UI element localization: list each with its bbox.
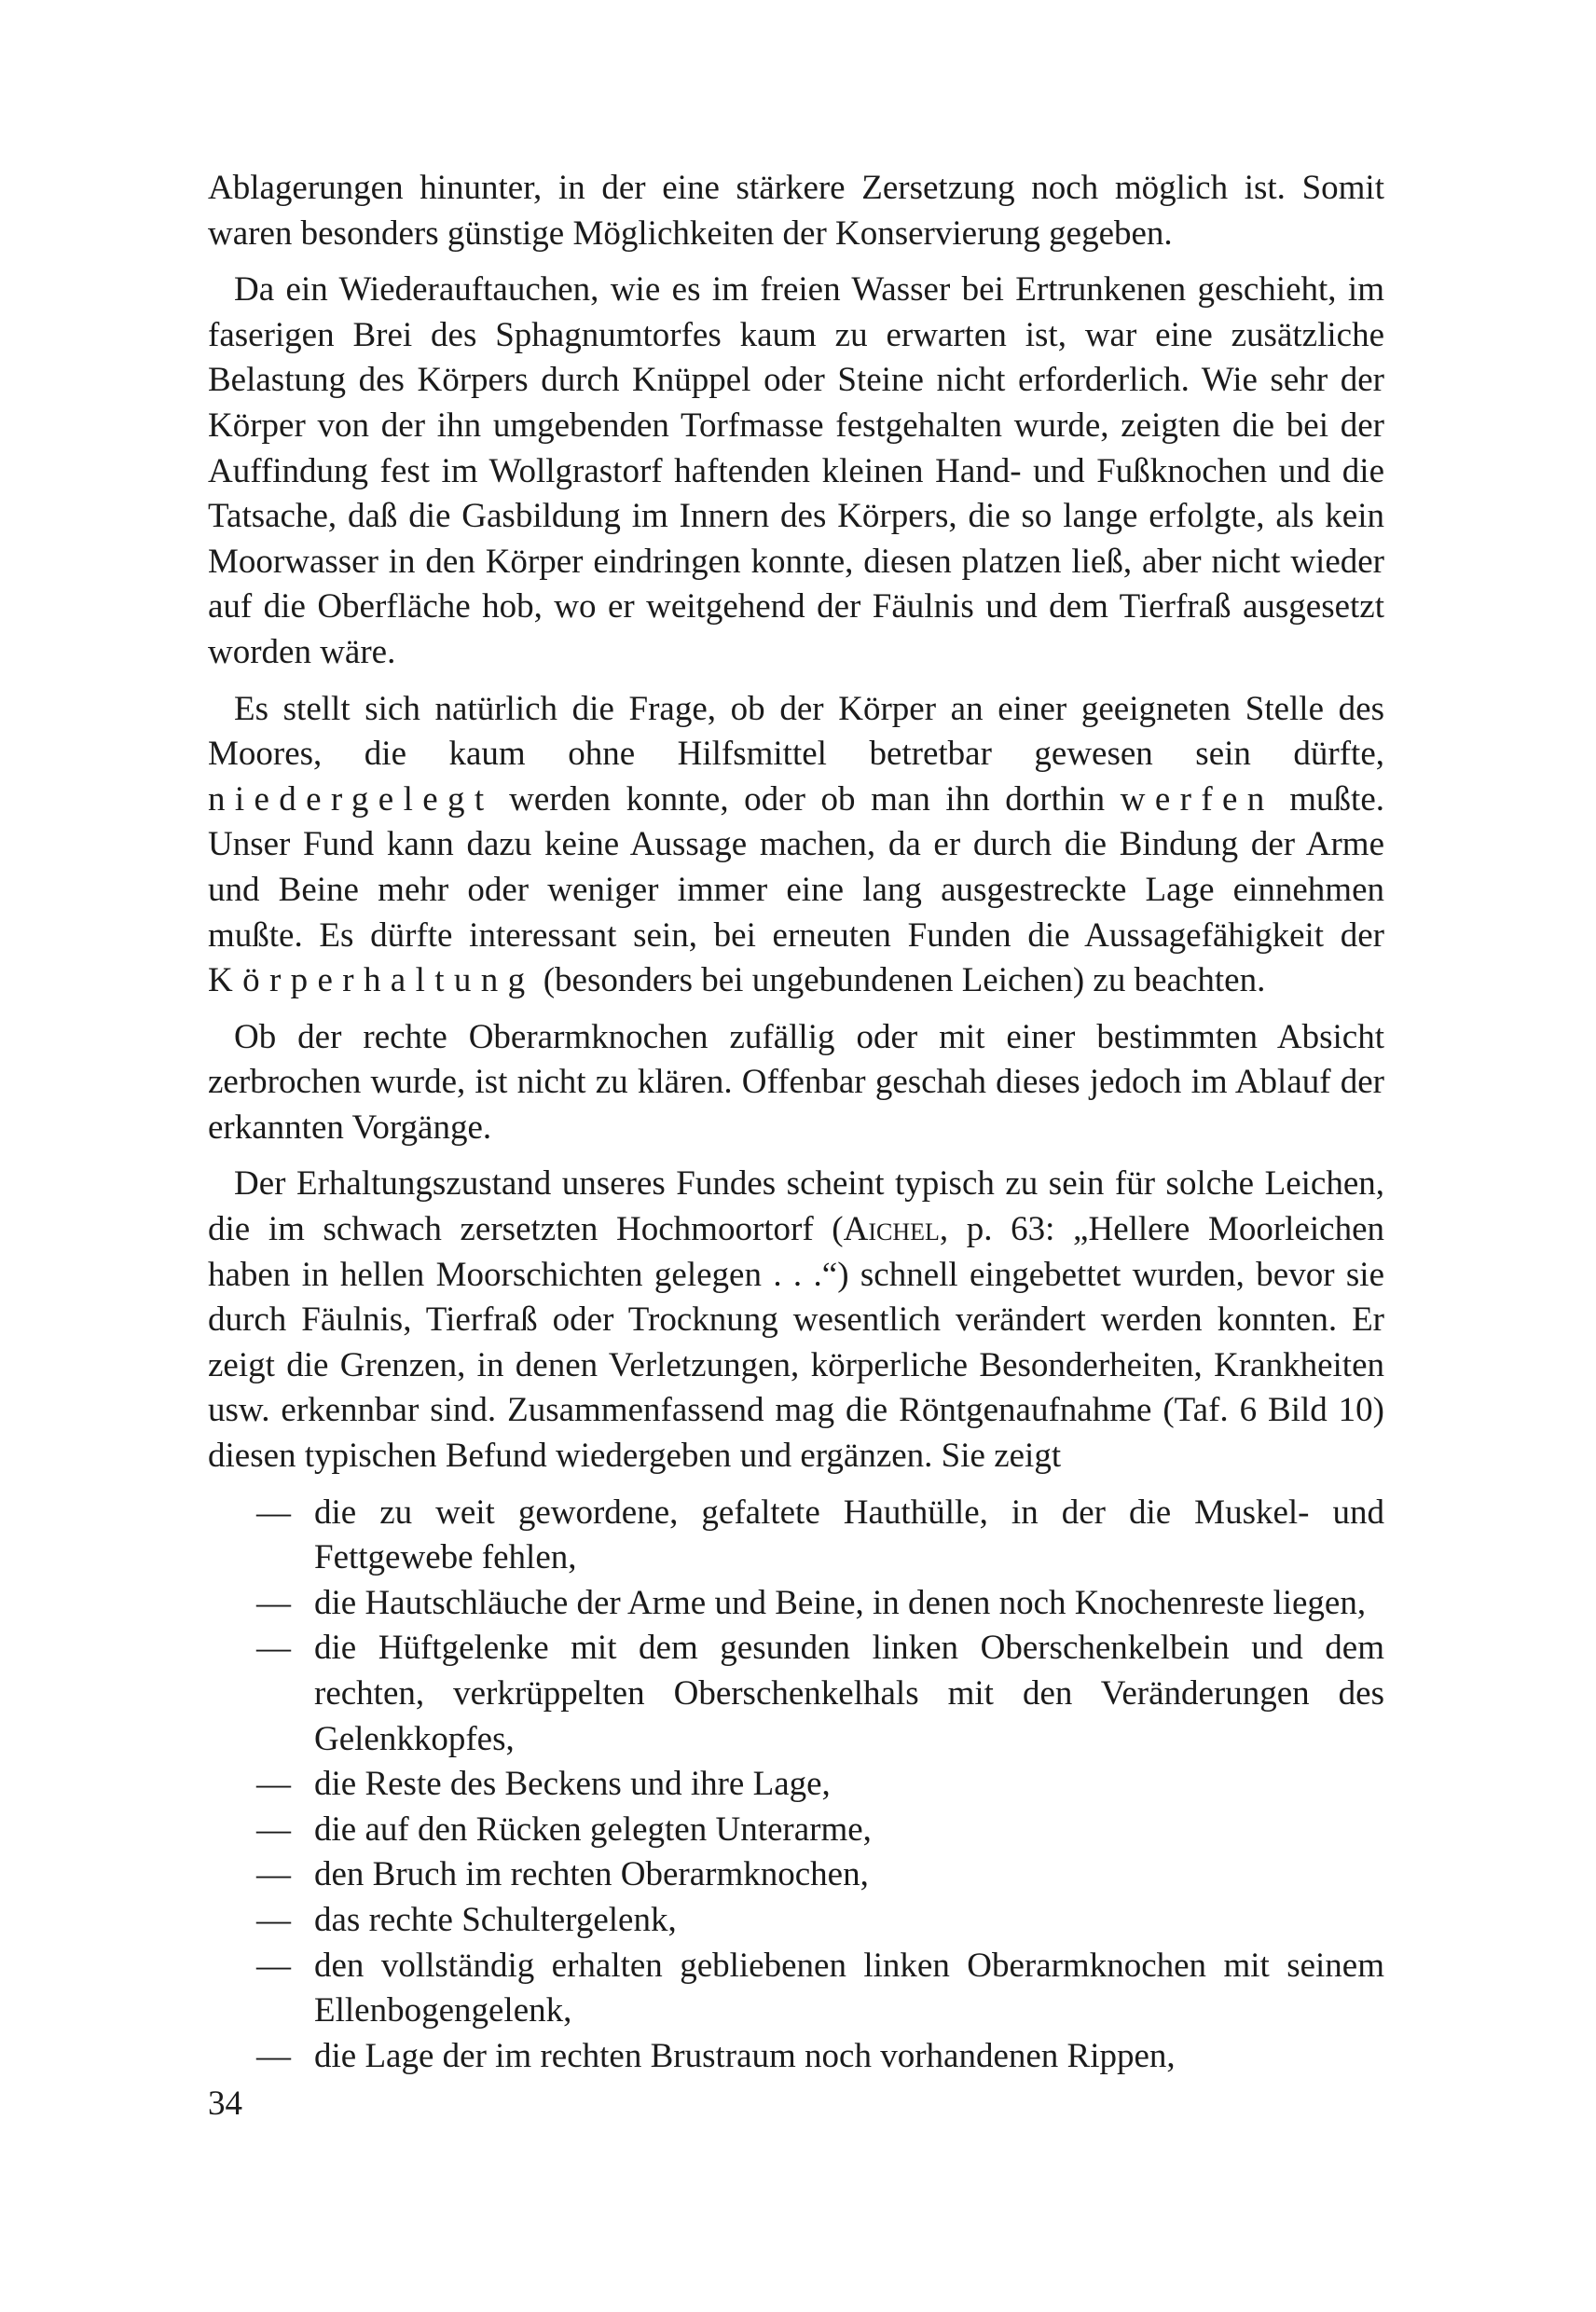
list-item-text: die Hautschläuche der Arme und Beine, in denen noch Knochenreste liegen,	[314, 1583, 1367, 1622]
spaced-word-werfen: werfen	[1120, 779, 1274, 819]
list-item-text: die Reste des Beckens und ihre Lage,	[314, 1765, 831, 1804]
list-item-text: die Hüftgelenke mit dem gesunden linken Oberschenkelbein und dem rechten, verkrüppelten Oberschenkelhals mit den Veränderungen des Gelenkkopfes,	[314, 1629, 1384, 1758]
paragraph-5-text-1: Der Erhaltungszustand unseres Fundes scheint typisch zu sein für solche Leichen, die im schwach zersetzten Hochmoortorf (	[208, 1164, 1384, 1249]
dash-marker: —	[256, 1946, 291, 1985]
spaced-word-niedergelegt: niedergelegt	[208, 779, 494, 819]
author-citation: Aichel	[843, 1210, 940, 1249]
paragraph-3-text-2: werden konnte, oder ob man ihn dorthin	[509, 779, 1106, 819]
paragraph-3-text-1: Es stellt sich natürlich die Frage, ob der Körper an einer geeigneten Stelle des Moores, die kaum ohne Hilfsmittel betretbar gewesen sein dürfte,	[208, 689, 1384, 774]
dash-marker: —	[256, 2036, 291, 2075]
dash-marker: —	[256, 1629, 291, 1668]
dash-marker: —	[256, 1583, 291, 1622]
list-item-text: den Bruch im rechten Oberarmknochen,	[314, 1855, 869, 1894]
list-item-text: das rechte Schultergelenk,	[314, 1900, 677, 1939]
paragraph-3-text-4: (besonders bei ungebundenen Leichen) zu beachten.	[543, 961, 1266, 1000]
page-number: 34	[208, 2085, 242, 2123]
list-item-text: die zu weit gewordene, gefaltete Hauthülle, in der die Muskel- und Fettgewebe fehlen,	[314, 1493, 1384, 1577]
list-item-text: die auf den Rücken gelegten Unterarme,	[314, 1810, 872, 1849]
list-item	[208, 1626, 1384, 1762]
dash-marker: —	[256, 1900, 291, 1939]
page-body	[208, 166, 1384, 2079]
paragraph-3	[208, 687, 1384, 1004]
dash-marker: —	[256, 1493, 291, 1532]
list-item	[208, 1762, 1384, 1808]
list-item-text: den vollständig erhalten gebliebenen linken Oberarmknochen mit seinem Ellenbogengelenk,	[314, 1946, 1384, 2030]
paragraph-5-text-2: , p. 63: „Hellere Moorleichen haben in hellen Moorschichten gelegen . . .“) schnell eingebettet wurden, bevor sie durch Fäulnis, Tierfraß oder Trocknung wesentlich verändert werden konnten. Er zeigt die Grenzen, in denen Verletzungen, körperliche Besonderheiten, Krankheiten usw. erkennbar sind. Zusammenfassend mag die Röntgenaufnahme (Taf. 6 Bild 10) diesen typischen Befund wiedergeben und ergänzen. Sie zeigt	[208, 1210, 1385, 1476]
dash-marker: —	[256, 1855, 291, 1894]
list-item	[208, 1898, 1384, 1944]
paragraph-5	[208, 1162, 1384, 1479]
paragraph-4: Ob der rechte Oberarmknochen zufällig oder mit einer bestimmten Absicht zerbrochen wurde, ist nicht zu klären. Offenbar geschah dieses jedoch im Ablauf der erkannten Vorgänge.	[208, 1017, 1384, 1147]
list-item	[208, 1944, 1384, 2034]
paragraph-2: Da ein Wiederauftauchen, wie es im freien Wasser bei Ertrunkenen geschieht, im faserigen Brei des Sphagnumtorfes kaum zu erwarten ist, war eine zusätzliche Belastung des Körpers durch Knüppel oder Steine nicht erforderlich. Wie sehr der Körper von der ihn umgebenden Torfmasse festgehalten wurde, zeigten die bei der Auffindung fest im Wollgrastorf haftenden kleinen Hand- und Fußknochen und die Tatsache, daß die Gasbildung im Innern des Körpers, die so lange erfolgte, als kein Moorwasser in den Körper eindringen konnte, diesen platzen ließ, aber nicht wieder auf die Oberfläche hob, wo er weitgehend der Fäulnis und dem Tierfraß ausgesetzt worden wäre.	[208, 270, 1384, 671]
spaced-word-koerperhaltung: Körperhaltung	[208, 961, 535, 1000]
dash-marker: —	[256, 1810, 291, 1849]
list-item	[208, 1808, 1384, 1853]
dash-marker: —	[256, 1765, 291, 1804]
paragraph-3-text-3: mußte. Unser Fund kann dazu keine Aussage machen, da er durch die Bindung der Arme und Beine mehr oder weniger immer eine lang ausgestreckte Lage einnehmen mußte. Es dürfte interessant sein, bei erneuten Funden die Aussagefähigkeit der	[208, 779, 1385, 955]
list-item-text: die Lage der im rechten Brustraum noch vorhandenen Rippen,	[314, 2036, 1176, 2075]
findings-list	[208, 1491, 1384, 2080]
list-item	[208, 1852, 1384, 1898]
paragraph-1: Ablagerungen hinunter, in der eine stärkere Zersetzung noch möglich ist. Somit waren besonders günstige Möglichkeiten der Konservierung gegeben.	[208, 169, 1384, 253]
list-item	[208, 1581, 1384, 1627]
list-item	[208, 2034, 1384, 2080]
list-item	[208, 1491, 1384, 1581]
